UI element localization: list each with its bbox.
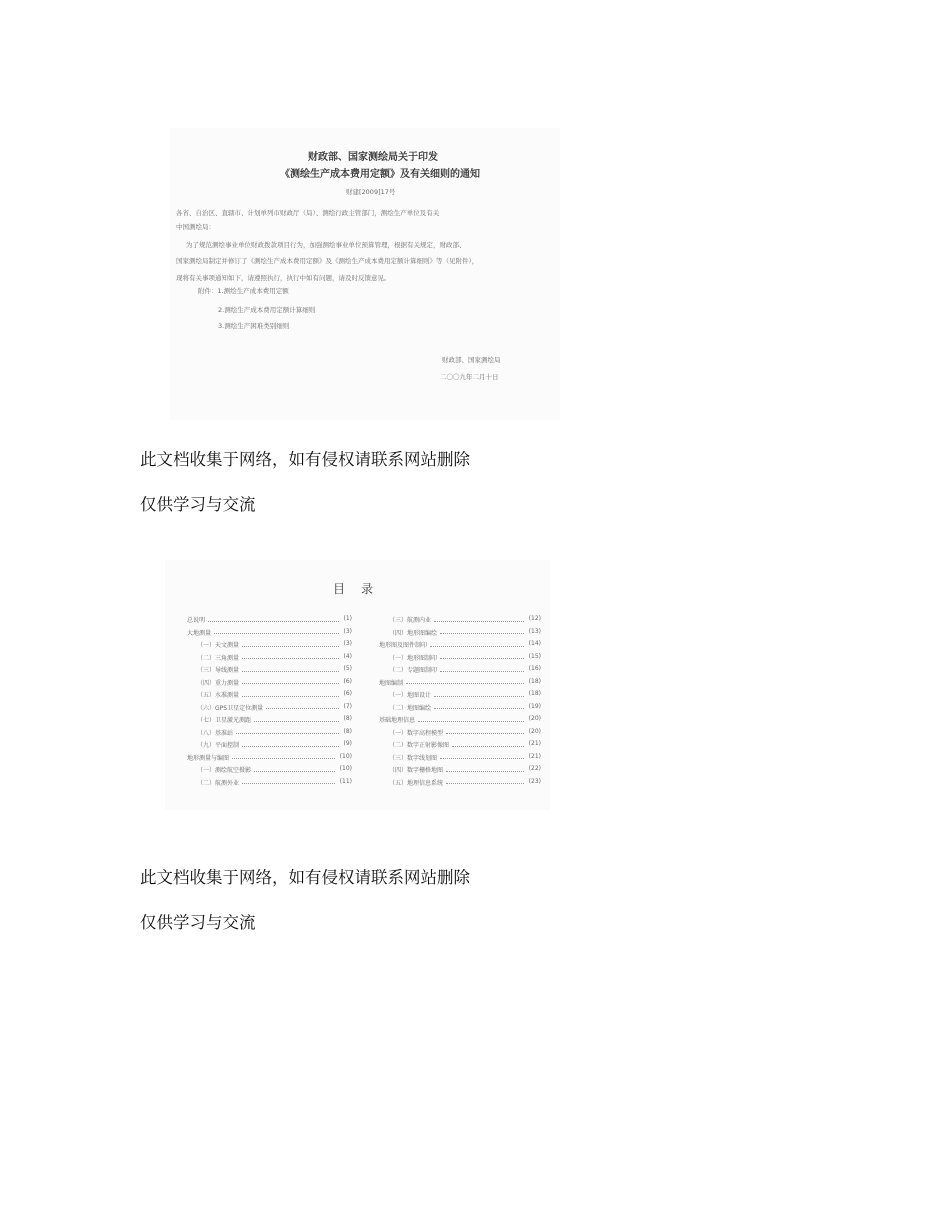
toc-leader-dots [214, 632, 338, 634]
toc-entry-title: 地形测量与编图 [187, 754, 230, 762]
toc-row [379, 678, 541, 687]
toc-entry-page: (4) [343, 652, 352, 660]
toc-row [389, 753, 541, 762]
toc-entry-page: (8) [343, 715, 352, 722]
toc-entry-page: (20) [528, 727, 541, 735]
toc-entry-title: （四）地形图编绘 [389, 629, 438, 637]
disclaimer-line-1: 此文档收集于网络，如有侵权请联系网站删除 [140, 450, 470, 469]
toc-leader-dots [446, 732, 524, 734]
toc-leader-dots [440, 670, 524, 672]
toc-entry-title: （三）导线测量 [197, 667, 240, 674]
toc-row [389, 628, 541, 637]
toc-entry-page: (11) [339, 777, 352, 785]
toc-leader-dots [266, 707, 338, 709]
toc-row [187, 615, 352, 624]
toc-entry-title: （九）平面控制 [197, 742, 240, 749]
notice-line: 各省、自治区、直辖市、计划单列市财政厅（局）、测绘行政主管部门，测绘生产单位及有关 [176, 209, 440, 217]
notice-attachment: 3.测绘生产困难类别细则 [218, 322, 290, 330]
toc-entry-title: 地形图及图件制印 [379, 642, 428, 649]
toc-entry-title: （五）地理信息系统 [389, 779, 444, 787]
toc-entry-title: （二）专题图制印 [389, 667, 438, 674]
disclaimer-line-2: 仅供学习与交流 [140, 495, 256, 514]
toc-entry-page: (6) [343, 690, 352, 697]
toc-entry-title: （二）数字正射影像图 [389, 742, 450, 749]
toc-entry-page: (21) [528, 752, 541, 760]
toc-entry-title: （四）数字栅格地图 [389, 767, 444, 774]
toc-entry-page: (5) [343, 665, 352, 672]
toc-leader-dots [446, 770, 524, 772]
toc-leader-dots [434, 707, 524, 709]
toc-entry-page: (9) [343, 740, 352, 747]
toc-row [197, 665, 352, 674]
toc-title: 目 录 [333, 582, 376, 596]
notice-line: 为了规范测绘事业单位财政拨款项目行为，加强测绘事业单位预算管理，根据有关规定，财政部、 [186, 241, 466, 249]
toc-row [389, 778, 541, 787]
toc-entry-page: (19) [528, 702, 541, 710]
toc-row [197, 703, 352, 712]
toc-leader-dots [434, 695, 524, 697]
toc-leader-dots [430, 645, 524, 647]
toc-leader-dots [434, 620, 524, 622]
toc-entry-page: (8) [343, 727, 352, 735]
toc-leader-dots [418, 720, 524, 722]
toc-entry-title: （三）数字线划图 [389, 754, 438, 762]
toc-row [197, 678, 352, 687]
toc-entry-page: (14) [528, 640, 541, 647]
toc-row [197, 640, 352, 649]
notice-heading-2: 《测绘生产成本费用定额》及有关细则的通知 [280, 169, 480, 180]
notice-heading-1: 财政部、国家测绘局关于印发 [308, 152, 438, 163]
toc-entry-title: 地图编制 [379, 679, 404, 687]
toc-row [197, 690, 352, 699]
toc-entry-title: （一）测绘航空摄影 [197, 767, 252, 774]
toc-leader-dots [254, 720, 338, 722]
toc-entry-page: (22) [528, 765, 541, 772]
toc-leader-dots [242, 695, 338, 697]
toc-entry-title: （六）GPS卫星定位测量 [197, 704, 264, 712]
toc-entry-title: （二）地图编绘 [389, 704, 432, 712]
disclaimer-line-2: 仅供学习与交流 [140, 913, 256, 932]
toc-entry-title: （一）地图设计 [389, 692, 432, 699]
notice-signature: 财政部、国家测绘局 [442, 356, 501, 364]
toc-row [197, 728, 352, 737]
toc-entry-page: (1) [343, 615, 352, 622]
toc-row [197, 653, 352, 662]
toc-entry-page: (23) [528, 777, 541, 785]
toc-leader-dots [236, 732, 338, 734]
notice-attachment: 附件：1.测绘生产成本费用定额 [198, 287, 289, 295]
toc-entry-title: （一）地形图制印 [389, 654, 438, 662]
toc-entry-title: 总说明 [187, 617, 206, 624]
toc-leader-dots [440, 632, 524, 634]
toc-entry-page: (13) [528, 627, 541, 635]
toc-leader-dots [242, 670, 338, 672]
toc-row [379, 715, 541, 724]
toc-entry-page: (7) [343, 702, 352, 710]
notice-date: 二〇〇九年二月十日 [440, 373, 499, 381]
toc-row [197, 715, 352, 724]
toc-entry-page: (6) [343, 677, 352, 685]
toc-leader-dots [452, 745, 524, 747]
toc-entry-title: （五）水准测量 [197, 692, 240, 699]
toc-entry-page: (3) [343, 640, 352, 647]
toc-row [187, 753, 352, 762]
scanned-toc-image [165, 560, 550, 810]
toc-row [389, 615, 541, 624]
toc-leader-dots [254, 770, 335, 772]
toc-entry-title: （四）重力测量 [197, 679, 240, 687]
toc-row [389, 690, 541, 699]
toc-row [187, 628, 352, 637]
toc-leader-dots [242, 657, 338, 659]
toc-entry-page: (16) [528, 665, 541, 672]
toc-row [389, 653, 541, 662]
toc-entry-page: (3) [343, 627, 352, 635]
toc-entry-title: （八）基准站 [197, 729, 234, 737]
notice-doc-number: 财建[2009]17号 [346, 188, 396, 196]
toc-entry-title: （二）航测外业 [197, 779, 240, 787]
toc-row [197, 778, 352, 787]
toc-leader-dots [406, 682, 524, 684]
toc-leader-dots [242, 745, 338, 747]
toc-entry-title: （一）天文测量 [197, 642, 240, 649]
toc-entry-page: (10) [339, 752, 352, 760]
toc-row [389, 665, 541, 674]
notice-attachment: 2.测绘生产成本费用定额计算细则 [218, 306, 316, 314]
toc-row [389, 728, 541, 737]
toc-leader-dots [242, 645, 338, 647]
toc-entry-page: (21) [528, 740, 541, 747]
toc-entry-title: （一）数字高程模型 [389, 729, 444, 737]
toc-entry-title: （七）卫星激光测距 [197, 717, 252, 724]
toc-leader-dots [242, 782, 335, 784]
toc-leader-dots [440, 757, 524, 759]
toc-row [389, 765, 541, 774]
toc-entry-page: (10) [339, 765, 352, 772]
toc-entry-title: （二）三角测量 [197, 654, 240, 662]
toc-leader-dots [440, 657, 524, 659]
toc-entry-title: （三）航测内业 [389, 617, 432, 624]
toc-leader-dots [242, 682, 338, 684]
toc-row [389, 703, 541, 712]
toc-row [197, 740, 352, 749]
notice-line: 现将有关事项通知如下，请遵照执行，执行中如有问题，请及时反馈意见。 [176, 274, 391, 282]
toc-entry-title: 基础地理信息 [379, 717, 416, 724]
disclaimer-line-1: 此文档收集于网络，如有侵权请联系网站删除 [140, 868, 470, 887]
toc-leader-dots [208, 620, 338, 622]
toc-entry-page: (20) [528, 715, 541, 722]
toc-entry-page: (12) [528, 615, 541, 622]
toc-entry-page: (15) [528, 652, 541, 660]
toc-row [389, 740, 541, 749]
toc-row [197, 765, 352, 774]
toc-leader-dots [446, 782, 524, 784]
toc-entry-page: (18) [528, 677, 541, 685]
toc-entry-title: 大地测量 [187, 629, 212, 637]
scanned-notice-image [170, 128, 560, 420]
toc-leader-dots [232, 757, 335, 759]
toc-entry-page: (18) [528, 690, 541, 697]
toc-row [379, 640, 541, 649]
notice-line: 国家测绘局制定并修订了《测绘生产成本费用定额》及《测绘生产成本费用定额计算细则》等（见附件）， [176, 257, 479, 265]
notice-line: 中国测绘局： [176, 223, 215, 231]
